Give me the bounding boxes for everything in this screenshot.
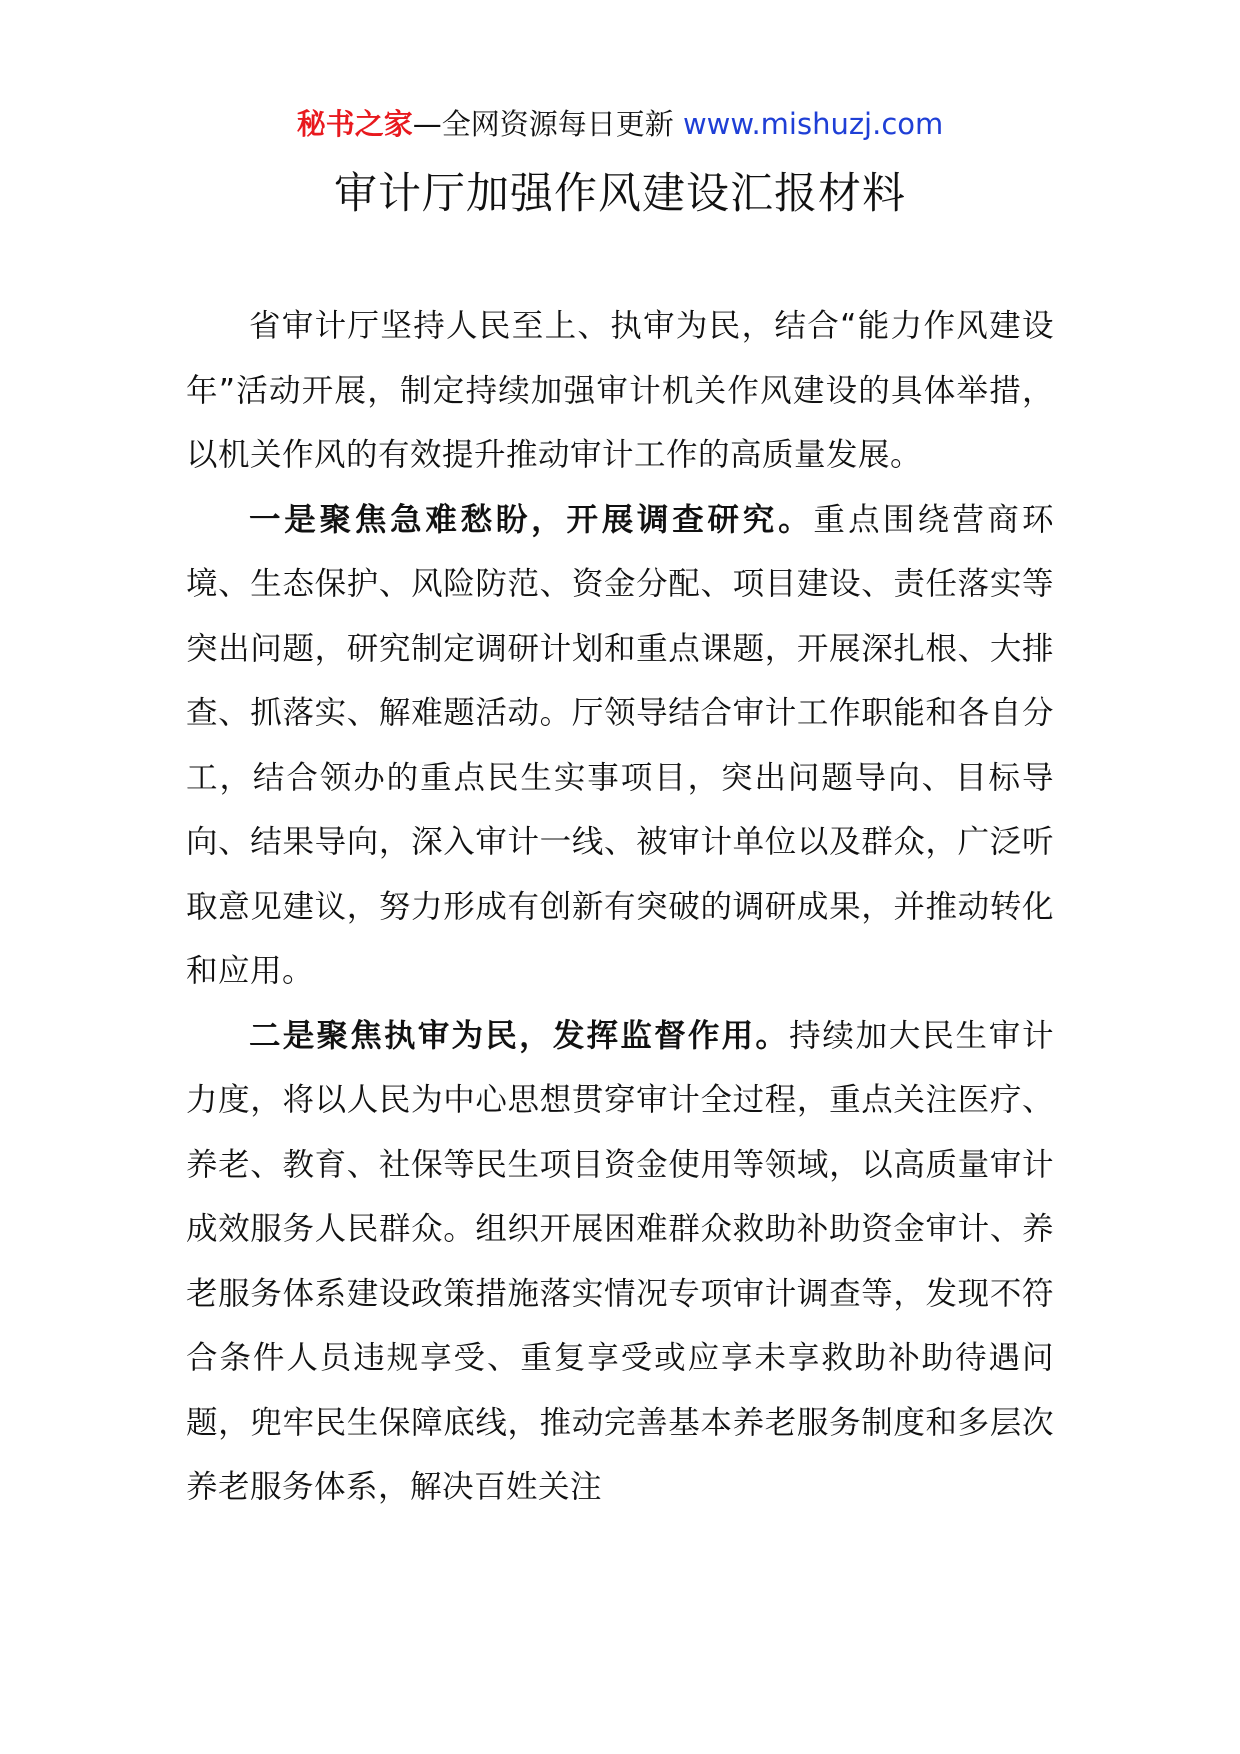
body-paragraph: [186, 1004, 1054, 1520]
paragraph-lead-heading: 二是聚焦执审为民，发挥监督作用。: [249, 1017, 790, 1054]
paragraph-text: 重点围绕营商环境、生态保护、风险防范、资金分配、项目建设、责任落实等突出问题，研究制定调研计划和重点课题，开展深扎根、大排查、抓落实、解难题活动。厅领导结合审计工作职能和各自分工，结合领办的重点民生实事项目，突出问题导向、目标导向、结果导向，深入审计一线、被审计单位以及群众，广泛听取意见建议，努力形成有创新有突破的调研成果，并推动转化和应用。: [186, 501, 1054, 989]
body-paragraph: [186, 294, 1054, 488]
paragraph-text: 持续加大民生审计力度，将以人民为中心思想贯穿审计全过程，重点关注医疗、养老、教育、社保等民生项目资金使用等领域，以高质量审计成效服务人民群众。组织开展困难群众救助补助资金审计、养老服务体系建设政策措施落实情况专项审计调查等，发现不符合条件人员违规享受、重复享受或应享未享救助补助待遇问题，兜牢民生保障底线，推动完善基本养老服务制度和多层次养老服务体系，解决百姓关注: [186, 1017, 1054, 1505]
site-url-link[interactable]: www.mishuzj.com: [682, 107, 944, 141]
site-slogan: —全网资源每日更新: [412, 107, 674, 141]
document-title: 审计厅加强作风建设汇报材料: [334, 169, 906, 219]
brand-name: 秘书之家: [296, 107, 413, 141]
document-body: [186, 294, 1054, 1520]
site-banner: [0, 104, 1240, 144]
paragraph-text: 省审计厅坚持人民至上、执审为民，结合“能力作风建设年”活动开展，制定持续加强审计机关作风建设的具体举措，以机关作风的有效提升推动审计工作的高质量发展。: [186, 308, 1054, 473]
paragraph-lead-heading: 一是聚焦急难愁盼，开展调查研究。: [249, 501, 814, 538]
body-paragraph: [186, 488, 1054, 1004]
